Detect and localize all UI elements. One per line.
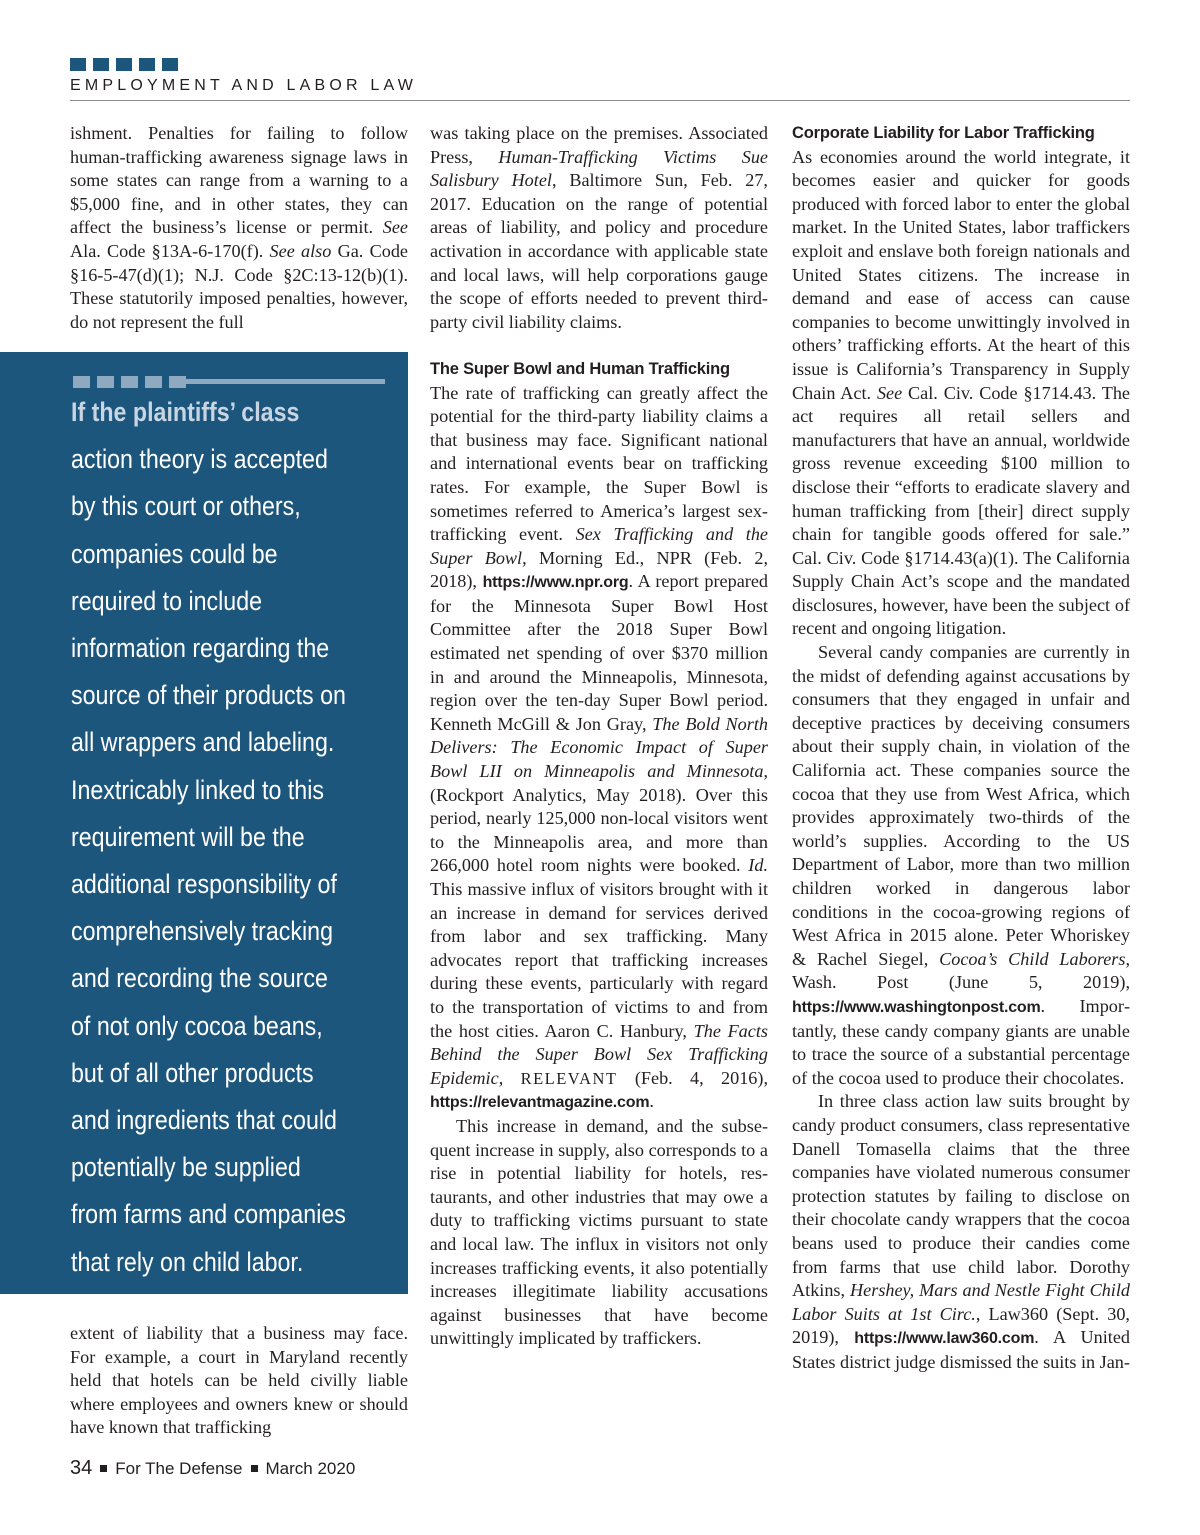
pull-quote-rule [185, 379, 385, 384]
pull-quote-line: action theory is accepted [71, 444, 328, 475]
pull-quote-line: and recording the source [71, 963, 328, 994]
link[interactable]: https://relevantmagazine.com [430, 1094, 650, 1112]
paragraph: The rate of trafficking can greatly affect the potential for the third-party liability claims a that business may face. Significant national and international events bear on trafficking rates. For example, the Super Bowl is sometimes referred to America’s largest sex-trafficking event. Sex Trafficking and the Super Bowl, Morning Ed., NPR (Feb. 2, 2018), https://www.npr.org. A report prepared for the Minnesota Super Bowl Host Committee after the 2018 Super Bowl estimated net spending of over $370 million in and around the Minneapolis, Minnesota, region over the ten-day Super Bowl period. Kenneth McGill & Jon Gray, The Bold North Delivers: The Economic Impact of Super Bowl LII on Minneapolis and Minnesota, (Rockport Analytics, May 2018). Over this period, nearly 125,000 non-local visitors went to the Minneapolis area, and more than 266,000 hotel room nights were booked. Id. This massive influx of visitors brought with it an increase in demand for services derived from labor and sex trafficking. Many advocates report that trafficking increases during these events, particularly with regard to the transportation of victims to and from the host cities. Aaron C. Hanbury, The Facts Behind the Super Bowl Sex Trafficking Epidemic, RELEVANT (Feb. 4, 2016), https://relevantmagazine.com. [430, 382, 769, 1112]
link[interactable]: https://www.washingtonpost.com [792, 998, 1041, 1016]
paragraph: Several candy companies are currently in the midst of defending against accusations by consumers that they engaged in unfair and deceptive practices by deceiving consumers about their supply chain, in violation of the California act. These companies source the cocoa that they use from West Africa, which provides approximately two-thirds of the world’s supplies. According to the US Department of Labor, more than two million children worked in dangerous labor conditions in the cocoa-growing regions of West Africa in 2015 alone. Peter Whoriskey & Rachel Siegel, Cocoa’s Child Laborers, Wash. Post (June 5, 2019), https://www.washingtonpost.com. Importantly, these candy company giants are unable to trace the source of a substantial percentage of the cocoa used to produce their chocolates. [792, 642, 1130, 1088]
pull-quote-line: but of all other products [71, 1057, 314, 1088]
link[interactable]: https://www.npr.org [482, 574, 629, 592]
pull-quote-line: potentially be supplied [71, 1152, 301, 1183]
paragraph: This increase in demand, and the subsequent increase in supply, also corresponds to a rise in potential liability for hotels, restaurants, and other industries that may owe a duty to trafficking victims pursuant to state and local law. The influx in visitors not only increases trafficking events, it also potentially increases illegitimate liability accusations against businesses that have become unwittingly implicated by traffickers. [430, 1115, 768, 1349]
subheading: Corporate Liability for Labor Trafficking [792, 124, 1095, 142]
column-2 [430, 122, 768, 1351]
pull-quote-line: that rely on child labor. [71, 1246, 304, 1277]
issue-date: March 2020 [265, 1459, 356, 1478]
subheading: The Super Bowl and Human Trafficking [430, 359, 730, 378]
section-title: EMPLOYMENT AND LABOR LAW [70, 77, 418, 94]
pull-quote-line: from farms and companies [71, 1199, 346, 1230]
section-squares-decoration [70, 58, 178, 71]
paragraph: was taking place on the premises. Associated Press, Human-Trafficking Victims Sue Salisbury Hotel, Baltimore Sun, Feb. 27, 2017. Education on the range of potential areas of liability, and policy and procedure activation in accordance with applicable state and local laws, will help corporations gauge the scope of efforts needed to prevent third-party civil liability claims. [430, 123, 768, 332]
pull-quote-box [0, 352, 408, 1294]
bullet-separator [251, 1465, 258, 1472]
publication-name: For The Defense [115, 1459, 243, 1478]
paragraph: In three class action law suits brought by candy product consumers, class representative Danell Tomasella claims that the three companies have violated numerous consumer protection statutes by failing to disclose on their chocolate candy wrappers that the cocoa beans used to produce their candies come from farms that use child labor. Dorothy Atkins, Hershey, Mars and Nestle Fight Child Labor Suits at 1st Circ., Law360 (Sept. 30, 2019), https://www.law360.com. A United States district judge dismissed the suits in Jan- [792, 1091, 1130, 1372]
pull-quote-squares-decoration [73, 376, 186, 388]
column-3 [792, 122, 1130, 1374]
column-1-bottom [70, 1322, 408, 1440]
pull-quote-line: additional responsibility of [71, 869, 337, 900]
bullet-separator [100, 1465, 107, 1472]
pull-quote-text [71, 389, 355, 1286]
pull-quote-line: companies could be [71, 538, 278, 569]
link[interactable]: https://www.law360.com [854, 1330, 1035, 1348]
paragraph: ishment. Penalties for failing to follow human-trafficking awareness signage laws in some states can range from a warning to a $5,000 fine, and in other states, they can affect the business’s license or permit. See Ala. Code §13A-6-170(f). See also Ga. Code §16-5-47(d)(1); N.J. Code §2C:13-12(b)(1). These statutorily imposed penalties, however, do not represent the full [70, 123, 408, 332]
pull-quote-line: If the plaintiffs’ class [71, 397, 300, 427]
paragraph: As economies around the world integrate, it becomes easier and quicker for goods produced with forced labor to enter the global market. In the United States, labor traffickers exploit and enslave both foreign nationals and United States citizens. The increase in demand and ease of access can cause companies to become unwittingly involved in others’ trafficking efforts. At the heart of this issue is California’s Transparency in Supply Chain Act. See Cal. Civ. Code §1714.43. The act requires all retail sellers and manufacturers that have an annual, worldwide gross revenue exceeding $100 million to disclose their “efforts to eradicate slavery and human trafficking from [their] direct supply chain for tangible goods offered for sale.” Cal. Civ. Code §1714.43(a)(1). The California Supply Chain Act’s scope and the mandated disclosures, however, have been the subject of recent and ongoing litigation. [792, 146, 1130, 639]
pull-quote-line: of not only cocoa beans, [71, 1010, 323, 1041]
pull-quote-line: comprehensively tracking [71, 916, 333, 947]
pull-quote-line: required to include [71, 585, 263, 616]
paragraph: extent of liability that a business may face. For example, a court in Maryland recently held that hotels can be held civilly liable where employees and owners knew or should have known that trafficking [70, 1323, 408, 1438]
page-number: 34 [70, 1457, 93, 1479]
header-rule [70, 100, 1130, 101]
column-1-top [70, 122, 408, 334]
page-footer [70, 1457, 355, 1480]
pull-quote-line: Inextricably linked to this [71, 774, 324, 805]
pull-quote-line: source of their products on [71, 680, 346, 711]
pull-quote-line: by this court or others, [71, 491, 301, 522]
pull-quote-line: and ingredients that could [71, 1105, 337, 1136]
pull-quote-line: requirement will be the [71, 821, 305, 852]
pull-quote-line: all wrappers and labeling. [71, 727, 335, 758]
pull-quote-line: information regarding the [71, 633, 330, 664]
